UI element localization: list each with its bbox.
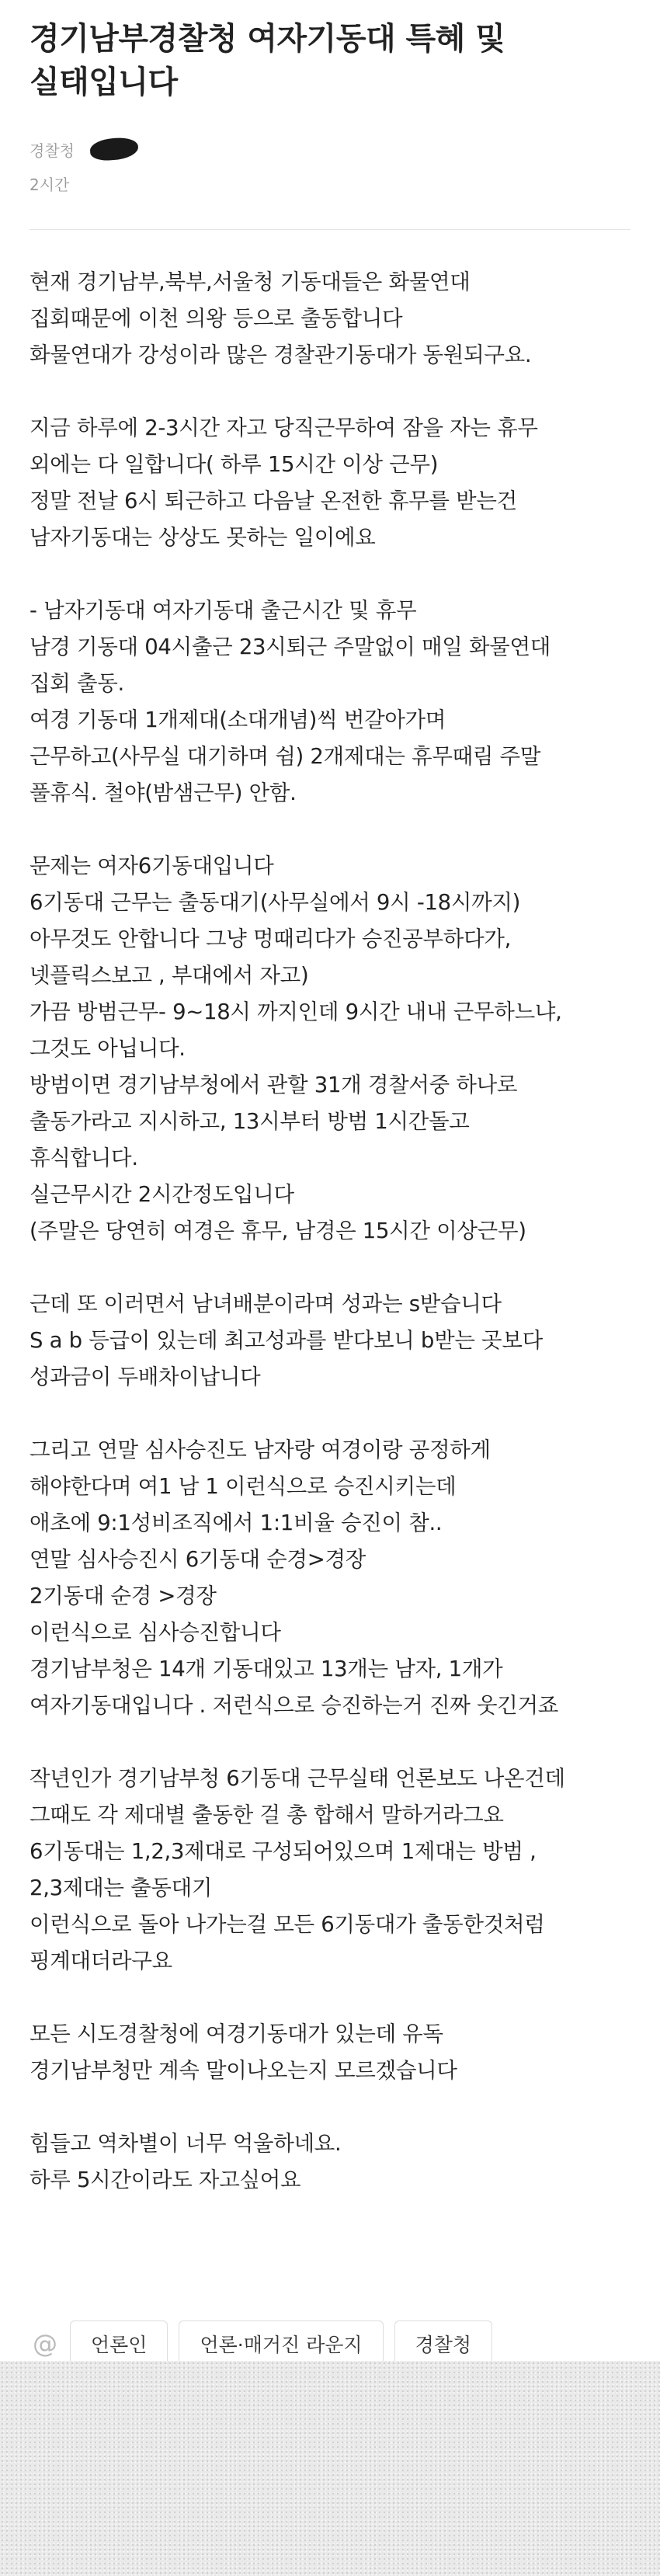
body-line: 모든 시도경찰청에 여경기동대가 있는데 유독 [30, 2022, 443, 2046]
body-line: 문제는 여자6기동대입니다 [30, 853, 274, 878]
body-line: 그리고 연말 심사승진도 남자랑 여경이랑 공정하게 [30, 1437, 491, 1462]
divider [30, 229, 630, 230]
body-line: 방범이면 경기남부청에서 관할 31개 경찰서중 하나로 [30, 1072, 518, 1097]
body-line: 핑계대더라구요 [30, 1949, 172, 1973]
body-line: 애초에 9:1성비조직에서 1:1비율 승진이 참.. [30, 1510, 443, 1535]
body-line: 2기동대 순경 >경장 [30, 1583, 217, 1608]
body-line: 2,3제대는 출동대기 [30, 1876, 213, 1900]
tag-chip[interactable]: 언론인 [70, 2320, 168, 2367]
body-line: 실근무시간 2시간정도입니다 [30, 1182, 294, 1207]
paragraph-gap [30, 1724, 643, 1761]
body-line: 이런식으로 돌아 나가는걸 모든 6기동대가 출동한것처럼 [30, 1912, 545, 1937]
post-meta [30, 134, 340, 195]
body-line: 화물연대가 강성이라 많은 경찰관기동대가 동원되구요. [30, 342, 532, 367]
body-line: 연말 심사승진시 6기동대 순경>경장 [30, 1547, 366, 1572]
body-line: 6기동대 근무는 출동대기(사무실에서 9시 -18시까지) [30, 890, 521, 915]
body-line: 성과금이 두배차이납니다 [30, 1364, 261, 1389]
body-line: 휴식합니다. [30, 1145, 138, 1170]
body-line: 정말 전날 6시 퇴근하고 다음날 온전한 휴무를 받는건 [30, 488, 517, 513]
tag-list [30, 2320, 503, 2367]
blurred-footer [0, 2361, 660, 2576]
body-line: 여경 기동대 1개제대(소대개념)씩 번갈아가며 [30, 707, 446, 732]
body-line: - 남자기동대 여자기동대 출근시간 및 휴무 [30, 598, 417, 623]
body-line: 이런식으로 심사승진합니다 [30, 1620, 281, 1645]
post-body [30, 264, 643, 2199]
body-line: 근데 또 이러면서 남녀배분이라며 성과는 s받습니다 [30, 1291, 502, 1316]
paragraph-gap [30, 2089, 643, 2126]
post-title-line-2: 실태입니다 [30, 64, 178, 100]
body-line: 경기남부청만 계속 말이나오는지 모르겠습니다 [30, 2058, 457, 2083]
body-line: 그것도 아닙니다. [30, 1036, 186, 1061]
body-line: 남자기동대는 상상도 못하는 일이에요 [30, 525, 376, 550]
redacted-nickname [89, 137, 139, 162]
post-title-line-1: 경기남부경찰청 여자기동대 특혜 및 [30, 21, 505, 57]
body-line: 가끔 방범근무- 9~18시 까지인데 9시간 내내 근무하느냐, [30, 999, 562, 1024]
body-line: 작년인가 경기남부청 6기동대 근무실태 언론보도 나온건데 [30, 1766, 565, 1791]
body-line: 힘들고 역차별이 너무 억울하네요. [30, 2131, 342, 2156]
paragraph-gap [30, 1250, 643, 1286]
body-line: 집회 출동. [30, 671, 124, 696]
body-line: S a b 등급이 있는데 최고성과를 받다보니 b받는 곳보다 [30, 1328, 543, 1353]
body-line: 풀휴식. 철야(밤샘근무) 안함. [30, 780, 297, 805]
body-line: 경기남부청은 14개 기동대있고 13개는 남자, 1개가 [30, 1656, 503, 1681]
paragraph-gap [30, 812, 643, 848]
body-line: 지금 하루에 2-3시간 자고 당직근무하여 잠을 자는 휴무 [30, 415, 538, 440]
body-line: 넷플릭스보고 , 부대에서 자고) [30, 963, 309, 988]
body-line: 남경 기동대 04시출근 23시퇴근 주말없이 매일 화물연대 [30, 634, 551, 659]
body-line: 여자기동대입니다 . 저런식으로 승진하는거 진짜 웃긴거죠 [30, 1693, 559, 1718]
tag-chip[interactable]: 언론·매거진 라운지 [179, 2320, 383, 2367]
tag-chip[interactable]: 경찰청 [394, 2320, 492, 2367]
body-line: 6기동대는 1,2,3제대로 구성되어있으며 1제대는 방범 , [30, 1839, 537, 1864]
paragraph-gap [30, 556, 643, 593]
paragraph-gap [30, 1396, 643, 1432]
post-title [30, 17, 635, 104]
paragraph-gap [30, 1980, 643, 2016]
body-line: 해야한다며 여1 남 1 이런식으로 승진시키는데 [30, 1474, 457, 1499]
body-line: 그때도 각 제대별 출동한 걸 총 합해서 말하거라그요 [30, 1803, 504, 1827]
body-line: 하루 5시간이라도 자고싶어요 [30, 2168, 301, 2192]
body-line: (주말은 당연히 여경은 휴무, 남경은 15시간 이상근무) [30, 1218, 526, 1243]
body-line: 출동가라고 지시하고, 13시부터 방범 1시간돌고 [30, 1109, 470, 1134]
body-line: 아무것도 안합니다 그냥 멍때리다가 승진공부하다가, [30, 926, 512, 951]
paragraph-gap [30, 374, 643, 410]
author-name[interactable]: 경찰청 [30, 141, 75, 160]
post-time: 2시간 [30, 176, 70, 194]
body-line: 근무하고(사무실 대기하며 쉼) 2개제대는 휴무때림 주말 [30, 744, 541, 769]
body-line: 외에는 다 일합니다( 하루 15시간 이상 근무) [30, 452, 439, 477]
at-sign-icon: @ [33, 2329, 57, 2359]
body-line: 집회때문에 이천 의왕 등으로 출동합니다 [30, 306, 403, 331]
body-line: 현재 경기남부,북부,서울청 기동대들은 화물연대 [30, 269, 471, 294]
